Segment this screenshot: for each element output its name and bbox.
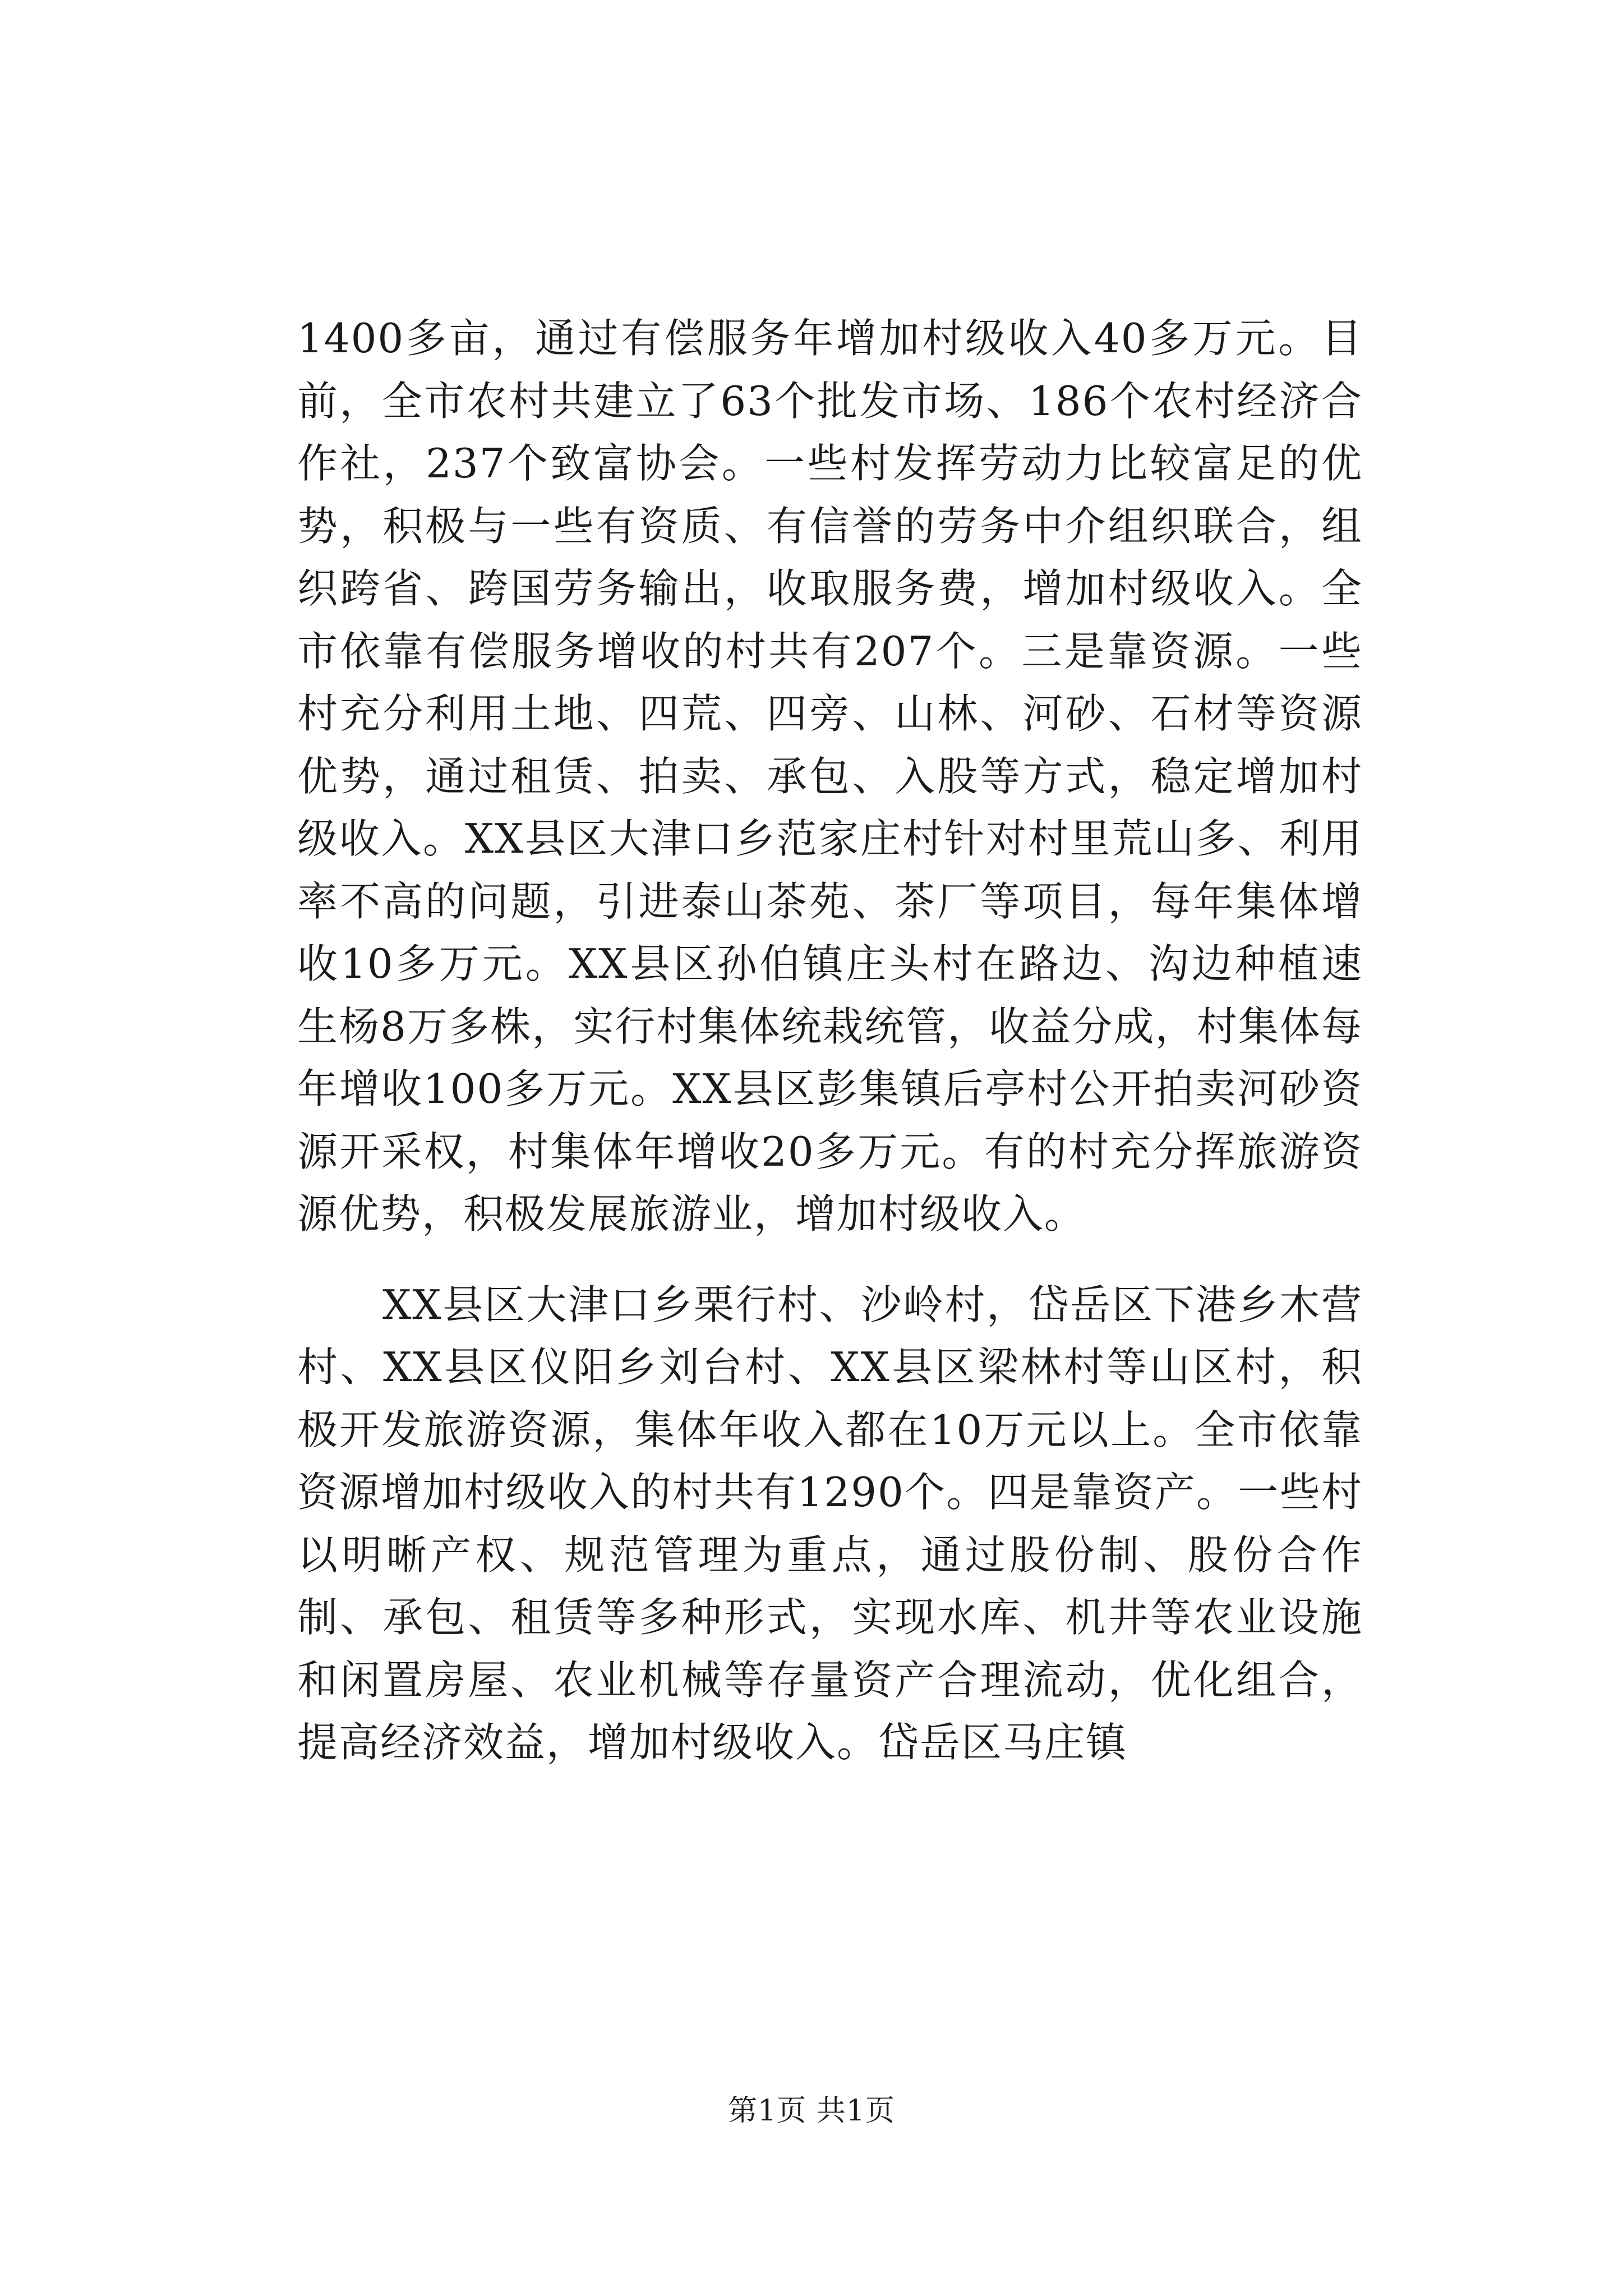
document-body: [297, 307, 1363, 1774]
page-footer: 第1页 共1页: [728, 2094, 895, 2128]
paragraph-1: 1400多亩，通过有偿服务年增加村级收入40多万元。目前，全市农村共建立了63个批发市场、186个农村经济合作社，237个致富协会。一些村发挥劳动力比较富足的优势，积极与一些有资质、有信誉的劳务中介组织联合，组织跨省、跨国劳务输出，收取服务费，增加村级收入。全市依靠有偿服务增收的村共有207个。三是靠资源。一些村充分利用土地、四荒、四旁、山林、河砂、石材等资源优势，通过租赁、拍卖、承包、入股等方式，稳定增加村级收入。XX县区大津口乡范家庄村针对村里荒山多、利用率不高的问题，引进泰山茶苑、茶厂等项目，每年集体增收10多万元。XX县区孙伯镇庄头村在路边、沟边种植速生杨8万多株，实行村集体统栽统管，收益分成，村集体每年增收100多万元。XX县区彭集镇后亭村公开拍卖河砂资源开采权，村集体年增收20多万元。有的村充分挥旅游资源优势，积极发展旅游业，增加村级收入。: [297, 315, 1363, 1237]
paragraph-2: XX县区大津口乡栗行村、沙岭村，岱岳区下港乡木营村、XX县区仪阳乡刘台村、XX县区梁林村等山区村，积极开发旅游资源，集体年收入都在10万元以上。全市依靠资源增加村级收入的村共有1290个。四是靠资产。一些村以明晰产权、规范管理为重点，通过股份制、股份合作制、承包、租赁等多种形式，实现水库、机井等农业设施和闲置房屋、农业机械等存量资产合理流动，优化组合，提高经济效益，增加村级收入。岱岳区马庄镇: [297, 1281, 1363, 1766]
